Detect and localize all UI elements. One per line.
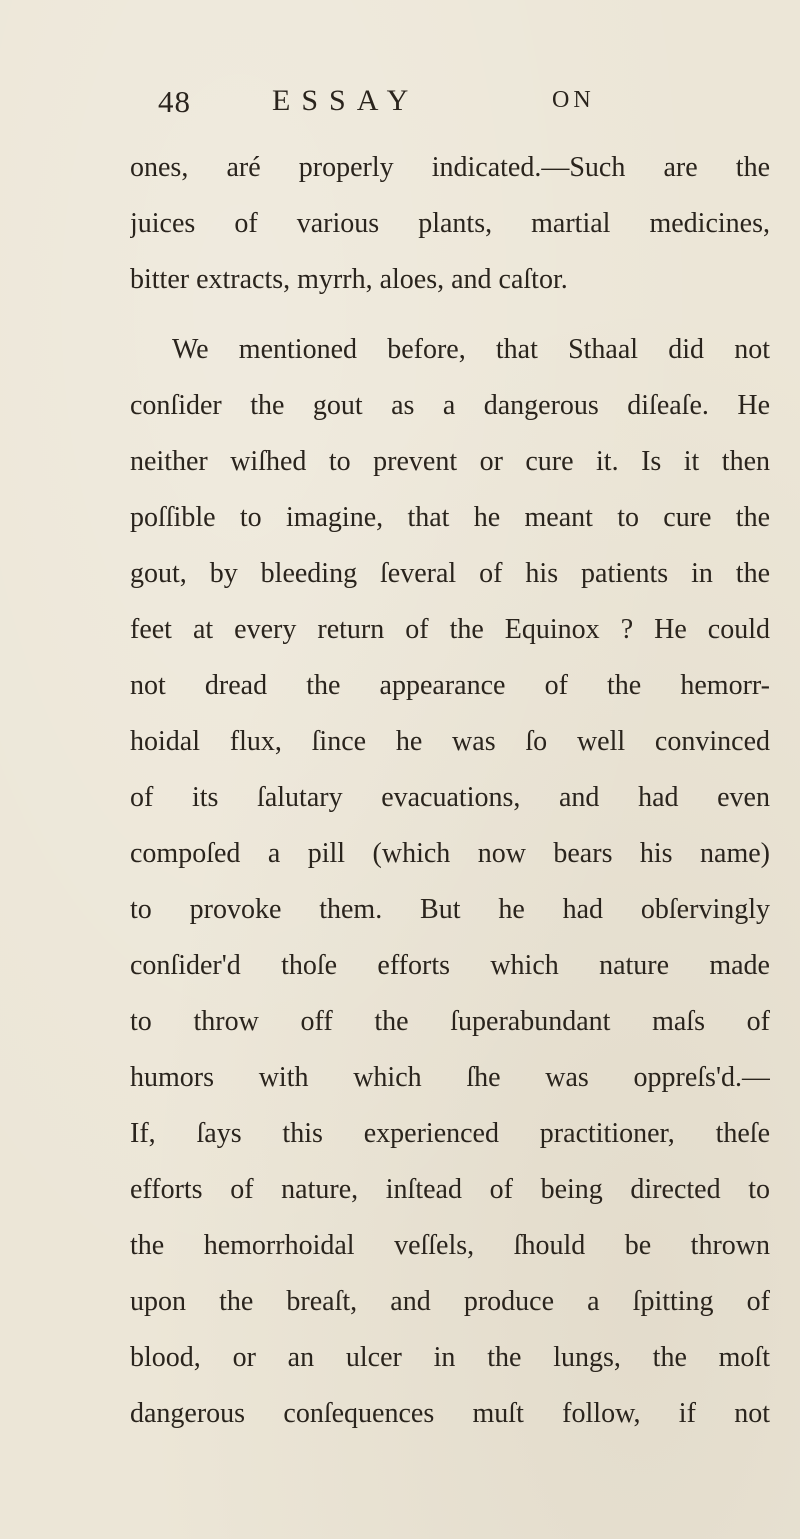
text-line: We mentioned before, that Sthaal did not	[172, 334, 770, 365]
text-line: poſſible to imagine, that he meant to cure the	[130, 502, 770, 533]
text-line: efforts of nature, inſtead of being directed to	[130, 1174, 770, 1205]
text-line: If, ſays this experienced practitioner, theſe	[130, 1118, 770, 1149]
running-head-on: ON	[552, 87, 595, 113]
text-line: gout, by bleeding ſeveral of his patients in the	[130, 558, 770, 589]
text-line: juices of various plants, martial medicines,	[130, 208, 770, 239]
text-line: compoſed a pill (which now bears his name)	[130, 838, 770, 869]
text-line: conſider'd thoſe efforts which nature made	[130, 950, 770, 981]
text-line: humors with which ſhe was oppreſs'd.—	[130, 1062, 770, 1093]
text-line: hoidal flux, ſince he was ſo well convinced	[130, 726, 770, 757]
text-line: bitter extracts, myrrh, aloes, and caſtor.	[130, 264, 568, 295]
text-line: not dread the appearance of the hemorr-	[130, 670, 770, 701]
text-line: conſider the gout as a dangerous diſeaſe. He	[130, 390, 770, 421]
text-line: of its ſalutary evacuations, and had even	[130, 782, 770, 813]
text-line: feet at every return of the Equinox ? He could	[130, 614, 770, 645]
text-line: the hemorrhoidal veſſels, ſhould be thrown	[130, 1230, 770, 1261]
text-line: dangerous conſequences muſt follow, if not	[130, 1398, 770, 1429]
text-line: to provoke them. But he had obſervingly	[130, 894, 770, 925]
text-line: ones, aré properly indicated.—Such are the	[130, 152, 770, 183]
text-line: blood, or an ulcer in the lungs, the moſt	[130, 1342, 770, 1373]
running-head-title: ESSAY	[272, 84, 420, 117]
text-line: to throw off the ſuperabundant maſs of	[130, 1006, 770, 1037]
page-number: 48	[158, 84, 191, 119]
text-line: upon the breaſt, and produce a ſpitting of	[130, 1286, 770, 1317]
text-line: neither wiſhed to prevent or cure it. Is it then	[130, 446, 770, 477]
running-head	[0, 84, 800, 119]
